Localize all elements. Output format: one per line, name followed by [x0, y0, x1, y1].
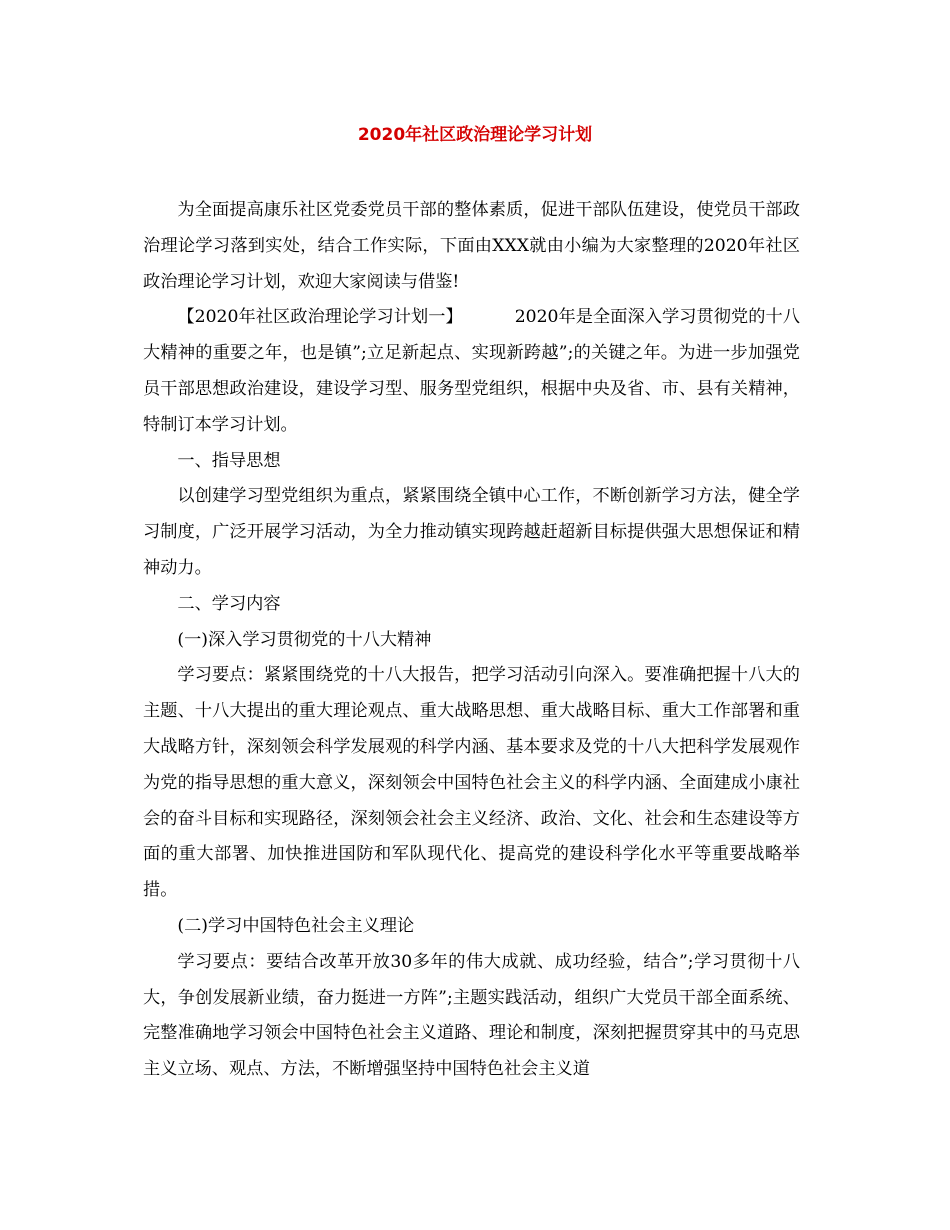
paragraph-plan-one [143, 300, 800, 443]
document-body [143, 193, 800, 1088]
paragraph-guiding: 以创建学习型党组织为重点，紧紧围绕全镇中心工作，不断创新学习方法，健全学习制度，广泛开展学习活动，为全力推动镇实现跨越赶超新目标提供强大思想保证和精神动力。 [143, 486, 800, 578]
paragraph-points-two: 学习要点：要结合改革开放30多年的伟大成就、成功经验，结合”;学习贯彻十八大，争创发展新业绩，奋力挺进一方阵”;主题实践活动，组织广大党员干部全面系统、完整准确地学习领会中国特色社会主义道路、理论和制度，深刻把握贯穿其中的马克思主义立场、观点、方法，不断增强坚持中国特色社会主义道 [143, 951, 800, 1080]
section-heading-guiding: 一、指导思想 [177, 450, 281, 471]
document-title: 2020年社区政治理论学习计划 [357, 125, 593, 145]
section-heading-content: 二、学习内容 [177, 593, 281, 614]
plan-one-text: 2020年是全面深入学习贯彻党的十八大精神的重要之年，也是镇”;立足新起点、实现新跨越”;的关键之年。为进一步加强党员干部思想政治建设，建设学习型、服务型党组织，根据中央及省、市、县有关精神，特制订本学习计划。 [143, 307, 800, 435]
paragraph-intro: 为全面提高康乐社区党委党员干部的整体素质，促进干部队伍建设，使党员干部政治理论学习落到实处，结合工作实际，下面由XXX就由小编为大家整理的2020年社区政治理论学习计划，欢迎大家阅读与借鉴! [143, 200, 800, 292]
plan-heading: 【2020年社区政治理论学习计划一】 [177, 307, 463, 328]
subheading-two: (二)学习中国特色社会主义理论 [177, 915, 415, 936]
subheading-one: (一)深入学习贯彻党的十八大精神 [177, 629, 432, 650]
paragraph-points-one: 学习要点：紧紧围绕党的十八大报告，把学习活动引向深入。要准确把握十八大的主题、十八大提出的重大理论观点、重大战略思想、重大战略目标、重大工作部署和重大战略方针，深刻领会科学发展观的科学内涵、基本要求及党的十八大把科学发展观作为党的指导思想的重大意义，深刻领会中国特色社会主义的科学内涵、全面建成小康社会的奋斗目标和实现路径，深刻领会社会主义经济、政治、文化、社会和生态建设等方面的重大部署、加快推进国防和军队现代化、提高党的建设科学化水平等重要战略举措。 [143, 665, 800, 901]
